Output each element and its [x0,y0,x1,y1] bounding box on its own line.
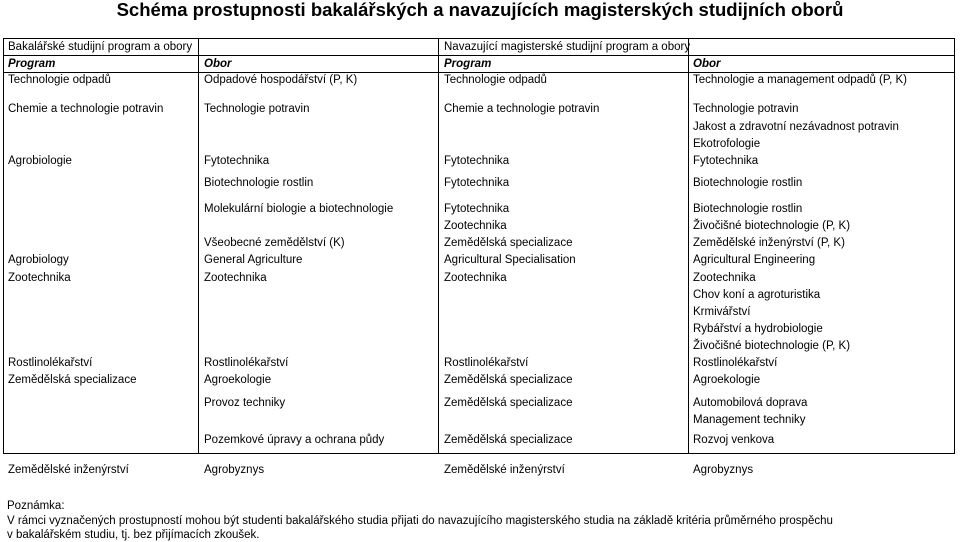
table-cell: Rybářství a hydrobiologie [693,323,823,335]
table-cell: Zemědělská specializace [444,374,573,386]
table-cell: Rostlinolékařství [693,357,778,369]
table-cell: Technologie potravin [693,103,799,115]
table-cell: Agroekologie [693,374,761,386]
table-cell: Zootechnika [444,220,507,232]
table-cell: Technologie odpadů [444,74,547,86]
note-text-line-1: V rámci vyznačených prostupností mohou být studenti bakalářského studia přijati do navazujícího magisterského studia na základě kritéria průměrného prospěchu [7,515,833,527]
table-cell: Ekotrofologie [693,138,761,150]
table-cell: Biotechnologie rostlin [693,177,803,189]
column-rule [688,38,689,453]
table-cell: Zootechnika [693,272,756,284]
table-cell: Rostlinolékařství [204,357,289,369]
table-cell: Zemědělské inženýrství (P, K) [693,237,845,249]
table-cell: Zemědělská specializace [8,374,137,386]
table-cell: Zootechnika [8,272,71,284]
page-title: Schéma prostupnosti bakalářských a navazujících magisterských studijních oborů [116,0,844,20]
table-cell: Krmivářství [693,306,751,318]
column-header: Obor [204,58,232,70]
table-cell: Agroekologie [204,374,272,386]
table-bottom-border [3,453,955,454]
column-rule [3,38,4,453]
table-cell: Zemědělské inženýrství [8,464,129,476]
table-cell: Biotechnologie rostlin [693,203,803,215]
table-cell: Živočišné biotechnologie (P, K) [693,340,851,352]
table-cell: Zootechnika [444,272,507,284]
column-header: Program [444,58,492,70]
table-cell: Agrobiologie [8,155,72,167]
header-rule [3,55,955,56]
transfer-table [3,38,955,476]
table-cell: Biotechnologie rostlin [204,177,314,189]
table-cell: Odpadové hospodářství (P, K) [204,74,358,86]
column-header: Program [8,58,56,70]
table-cell: Fytotechnika [693,155,759,167]
table-cell: Molekulární biologie a biotechnologie [204,203,394,215]
table-cell: Rozvoj venkova [693,434,775,446]
note-label: Poznámka: [7,500,65,512]
table-cell: General Agriculture [204,254,303,266]
table-cell: Zemědělská specializace [444,397,573,409]
table-cell: Agrobyznys [693,464,754,476]
column-rule [954,38,955,453]
table-cell: Zemědělská specializace [444,237,573,249]
table-cell: Agrobyznys [204,464,265,476]
table-top-border [3,38,955,39]
table-cell: Všeobecné zemědělství (K) [204,237,345,249]
table-cell: Automobilová doprava [693,397,808,409]
table-cell: Fytotechnika [444,155,510,167]
table-cell: Management techniky [693,414,806,426]
table-cell: Technologie odpadů [8,74,111,86]
bachelor-header: Bakalářské studijní program a obory [8,41,193,53]
table-cell: Zootechnika [204,272,267,284]
table-cell: Agrobiology [8,254,69,266]
table-cell: Zemědělská specializace [444,434,573,446]
table-cell: Technologie potravin [204,103,310,115]
table-cell: Agricultural Engineering [693,254,816,266]
table-cell: Fytotechnika [444,177,510,189]
table-cell: Chemie a technologie potravin [8,103,164,115]
table-cell: Technologie a management odpadů (P, K) [693,74,907,86]
table-cell: Zemědělské inženýrství [444,464,565,476]
table-cell: Agricultural Specialisation [444,254,576,266]
column-rule [198,38,199,453]
table-cell: Živočišné biotechnologie (P, K) [693,220,851,232]
table-cell: Rostlinolékařství [444,357,529,369]
table-cell: Chemie a technologie potravin [444,103,600,115]
table-cell: Pozemkové úpravy a ochrana půdy [204,434,385,446]
table-cell: Chov koní a agroturistika [693,289,821,301]
column-rule [438,38,439,453]
table-cell: Provoz techniky [204,397,286,409]
note-text-line-2: v bakalářském studiu, tj. bez přijímacích zkoušek. [7,529,260,541]
table-cell: Rostlinolékařství [8,357,93,369]
column-header: Obor [693,58,721,70]
table-cell: Jakost a zdravotní nezávadnost potravin [693,121,899,133]
table-cell: Fytotechnika [444,203,510,215]
master-header: Navazující magisterské studijní program a obory [444,41,691,53]
table-cell: Fytotechnika [204,155,270,167]
